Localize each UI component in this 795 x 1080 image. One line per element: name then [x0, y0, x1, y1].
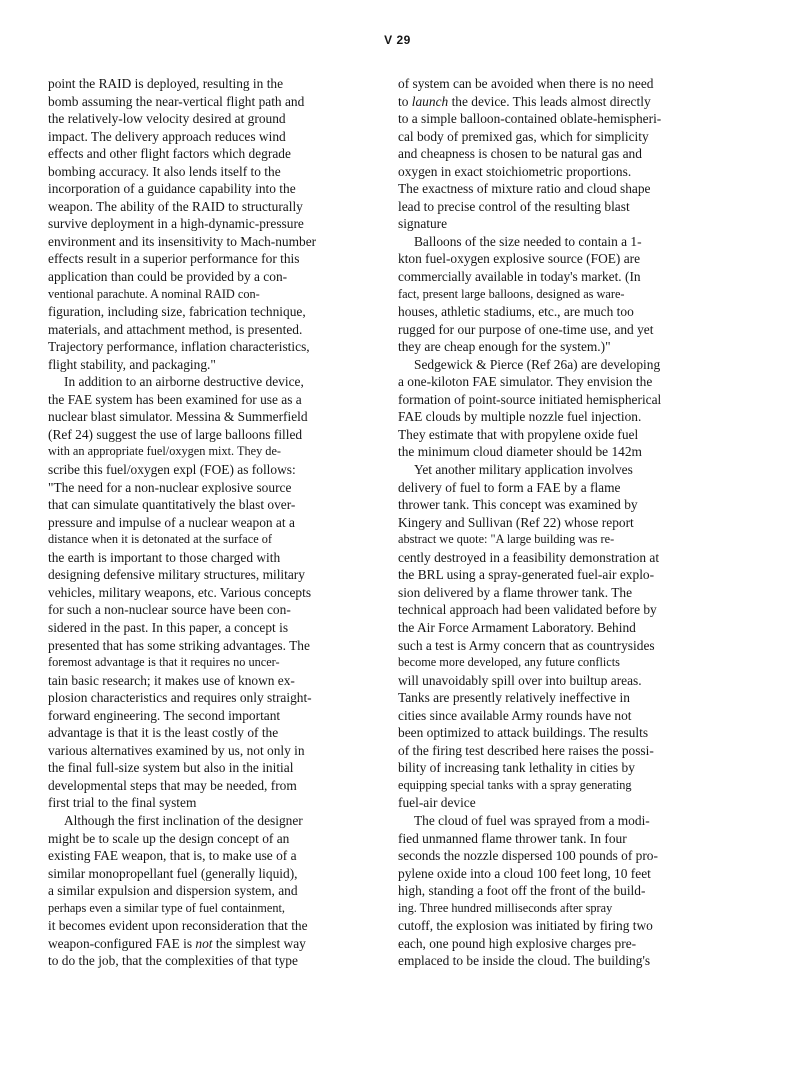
text-line: point the RAID is deployed, resulting in the	[48, 76, 284, 91]
text-line: plosion characteristics and requires only straight-	[48, 690, 312, 706]
text-line: tain basic research; it makes use of known ex-	[48, 672, 295, 688]
text-line: each, one pound high explosive charges pre-	[398, 935, 637, 951]
text-line: Sedgewick & Pierce (Ref 26a) are developing	[414, 356, 661, 372]
left-text-column	[48, 75, 348, 970]
text-run: the device. This leads almost directly	[448, 93, 651, 109]
text-line: Although the first inclination of the designer	[64, 812, 303, 828]
text-line: houses, athletic stadiums, etc., are much too	[398, 304, 634, 320]
text-line: the FAE system has been examined for use as a	[48, 391, 302, 407]
text-line: "The need for a non-nuclear explosive source	[48, 479, 292, 495]
text-line: bility of increasing tank lethality in cities by	[398, 760, 635, 776]
text-line: to a simple balloon-contained oblate-hemispheri-	[398, 111, 662, 127]
text-line: Tanks are presently relatively ineffective in	[398, 690, 630, 706]
text-line: and cheapness is chosen to be natural gas and	[398, 146, 642, 162]
text-line: cutoff, the explosion was initiated by firing two	[398, 918, 653, 934]
text-line: various alternatives examined by us, not only in	[48, 742, 305, 758]
text-line: existing FAE weapon, that is, to make use of a	[48, 848, 297, 864]
text-line: distance when it is detonated at the surface of	[48, 532, 272, 547]
text-line: emplaced to be inside the cloud. The building's	[398, 953, 651, 969]
text-line: (Ref 24) suggest the use of large balloons filled	[48, 426, 303, 442]
text-line: Balloons of the size needed to contain a 1-	[414, 233, 642, 249]
text-line: rugged for our purpose of one-time use, and yet	[398, 321, 654, 337]
text-line: cities since available Army rounds have not	[398, 707, 632, 723]
text-line: of the firing test described here raises the possi-	[398, 742, 654, 758]
text-line: effects result in a superior performance for this	[48, 251, 300, 267]
text-line: bomb assuming the near-vertical flight path and	[48, 93, 305, 109]
text-line: presented that has some striking advantages. The	[48, 637, 310, 653]
text-line: They estimate that with propylene oxide fuel	[398, 426, 639, 442]
text-line: lead to precise control of the resulting blast	[398, 198, 630, 214]
text-line: ventional parachute. A nominal RAID con-	[48, 286, 260, 301]
text-line: the final full-size system but also in the initial	[48, 760, 294, 776]
text-line: similar monopropellant fuel (generally liquid),	[48, 865, 298, 881]
text-line: figuration, including size, fabrication technique,	[48, 304, 306, 320]
text-line: the relatively-low velocity desired at ground	[48, 111, 286, 127]
text-line: equipping special tanks with a spray generating	[398, 777, 632, 792]
text-line: delivery of fuel to form a FAE by a flame	[398, 479, 621, 495]
text-line: fact, present large balloons, designed as ware-	[398, 286, 625, 301]
text-line: the minimum cloud diameter should be 142m	[398, 444, 642, 460]
text-line: they are cheap enough for the system.)"	[398, 339, 611, 355]
text-line: The exactness of mixture ratio and cloud shape	[398, 181, 651, 197]
text-line: commercially available in today's market. (In	[398, 269, 641, 285]
text-line: such a test is Army concern that as countrysides	[398, 637, 655, 653]
text-line: FAE clouds by multiple nozzle fuel injection.	[398, 409, 642, 425]
emphasis-text: launch	[411, 93, 449, 109]
text-line: will unavoidably spill over into builtup areas.	[398, 672, 642, 688]
text-line: Kingery and Sullivan (Ref 22) whose report	[398, 514, 634, 530]
text-line: developmental steps that may be needed, from	[48, 777, 297, 793]
text-line: impact. The delivery approach reduces wind	[48, 128, 286, 144]
text-line: environment and its insensitivity to Mach-number	[48, 233, 317, 249]
right-text-column	[398, 75, 696, 970]
text-line: weapon. The ability of the RAID to structurally	[48, 198, 303, 214]
emphasis-text: not	[195, 935, 213, 951]
text-line: the BRL using a spray-generated fuel-air explo-	[398, 567, 655, 583]
text-line: the earth is important to those charged with	[48, 549, 281, 565]
text-line: oxygen in exact stoichiometric proportions.	[398, 163, 632, 179]
text-line: ing. Three hundred milliseconds after spray	[398, 900, 613, 915]
text-line: vehicles, military weapons, etc. Various concepts	[48, 584, 312, 600]
text-run: the simplest way	[212, 935, 306, 951]
text-line: sidered in the past. In this paper, a concept is	[48, 619, 289, 635]
text-line: seconds the nozzle dispersed 100 pounds of pro-	[398, 848, 658, 864]
text-line: foremost advantage is that it requires no uncer-	[48, 655, 280, 670]
text-line: become more developed, any future conflicts	[398, 655, 620, 670]
text-line: formation of point-source initiated hemispherical	[398, 391, 662, 407]
text-line: the Air Force Armament Laboratory. Behind	[398, 619, 636, 635]
text-line: cal body of premixed gas, which for simplicity	[398, 128, 649, 144]
text-line: a one-kiloton FAE simulator. They envision the	[398, 374, 653, 390]
text-line: it becomes evident upon reconsideration that the	[48, 918, 308, 934]
text-line: of system can be avoided when there is no need	[398, 76, 654, 91]
text-line: survive deployment in a high-dynamic-pressure	[48, 216, 304, 232]
text-line: flight stability, and packaging."	[48, 356, 216, 372]
text-line: signature	[398, 216, 448, 232]
text-line: abstract we quote: "A large building was re-	[398, 532, 615, 547]
text-line: The cloud of fuel was sprayed from a modi-	[414, 812, 650, 828]
text-line: pressure and impulse of a nuclear weapon at a	[48, 514, 295, 530]
text-line: Trajectory performance, inflation characteristics,	[48, 339, 310, 355]
text-line: fied unmanned flame thrower tank. In four	[398, 830, 627, 846]
text-run: to	[398, 93, 412, 109]
text-line: with an appropriate fuel/oxygen mixt. They de-	[48, 444, 282, 459]
text-line: cently destroyed in a feasibility demonstration at	[398, 549, 660, 565]
text-line: application than could be provided by a con-	[48, 269, 288, 285]
text-line: kton fuel-oxygen explosive source (FOE) are	[398, 251, 641, 267]
text-line: high, standing a foot off the front of the build-	[398, 883, 646, 899]
text-line: a similar expulsion and dispersion system, and	[48, 883, 298, 899]
text-line: technical approach had been validated before by	[398, 602, 657, 618]
text-line: scribe this fuel/oxygen expl (FOE) as follows:	[48, 462, 296, 478]
text-run: weapon-configured FAE is	[48, 935, 196, 951]
text-line: In addition to an airborne destructive device,	[64, 374, 304, 390]
text-line: Yet another military application involves	[414, 462, 633, 478]
text-line: perhaps even a similar type of fuel containment,	[48, 900, 285, 915]
text-line: pylene oxide into a cloud 100 feet long, 10 feet	[398, 865, 651, 881]
text-line: that can simulate quantitatively the blast over-	[48, 497, 296, 513]
text-line	[48, 935, 348, 953]
text-line: for such a non-nuclear source have been con-	[48, 602, 291, 618]
text-line: nuclear blast simulator. Messina & Summerfield	[48, 409, 308, 425]
text-line: been optimized to attack buildings. The results	[398, 725, 649, 741]
text-line: first trial to the final system	[48, 795, 197, 811]
text-line: bombing accuracy. It also lends itself to the	[48, 163, 281, 179]
text-line: forward engineering. The second important	[48, 707, 281, 723]
text-line: sion delivered by a flame thrower tank. The	[398, 584, 633, 600]
text-line	[398, 93, 696, 111]
text-line: effects and other flight factors which degrade	[48, 146, 291, 162]
text-line: to do the job, that the complexities of that type	[48, 953, 298, 969]
text-line: incorporation of a guidance capability into the	[48, 181, 296, 197]
text-line: might be to scale up the design concept of an	[48, 830, 290, 846]
page-number: V 29	[384, 33, 411, 47]
text-line: materials, and attachment method, is presented.	[48, 321, 303, 337]
text-line: thrower tank. This concept was examined by	[398, 497, 638, 513]
text-line: fuel-air device	[398, 795, 476, 811]
text-line: designing defensive military structures, military	[48, 567, 305, 583]
text-line: advantage is that it is the least costly of the	[48, 725, 279, 741]
